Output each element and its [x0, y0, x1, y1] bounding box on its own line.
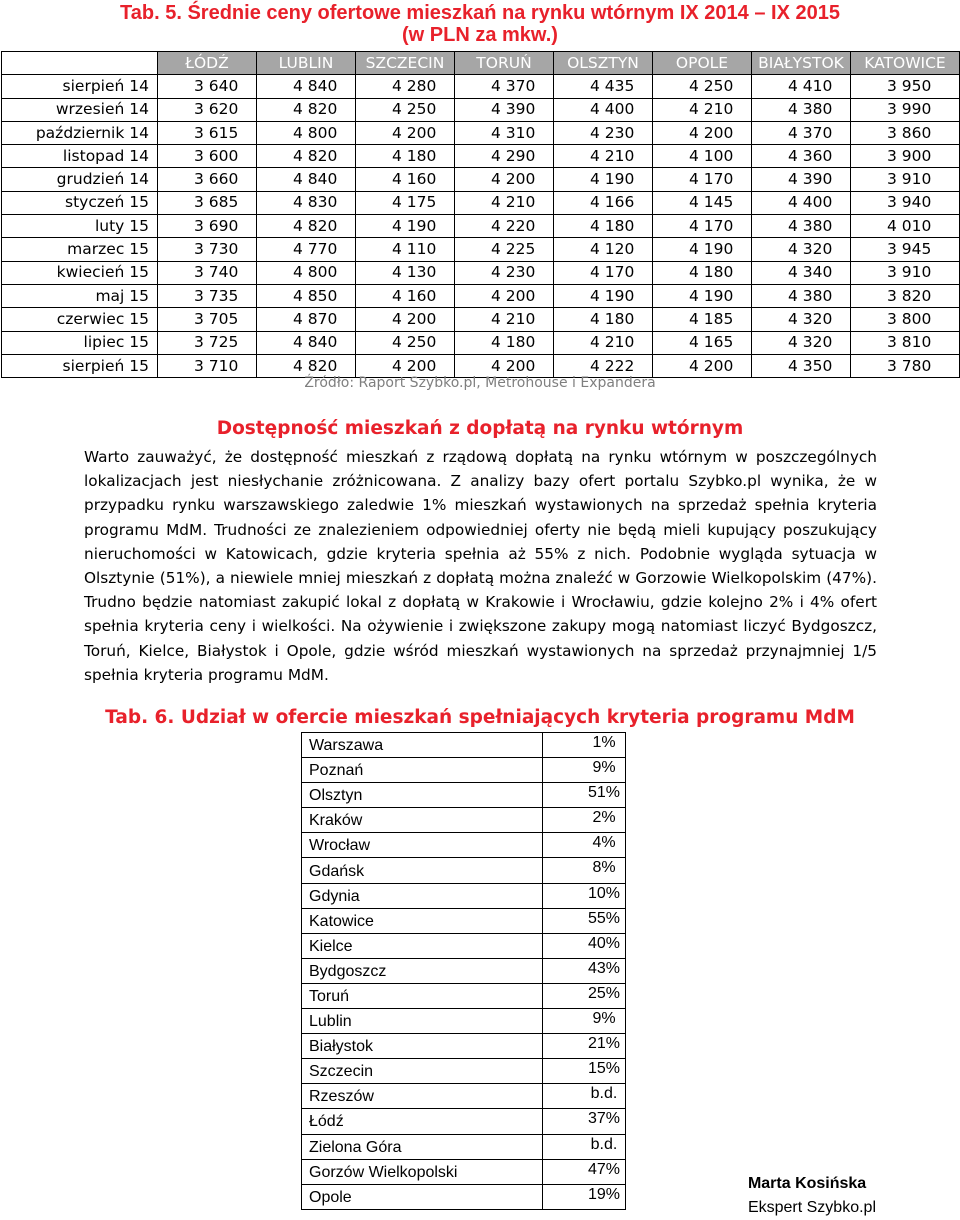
share-table-city-cell: Kielce	[302, 933, 543, 958]
share-table-city-cell: Gorzów Wielkopolski	[302, 1159, 543, 1184]
table-row	[302, 1109, 626, 1134]
price-table-value-cell: 4 130	[356, 261, 455, 284]
price-table-value-cell: 4 390	[455, 98, 554, 121]
price-table-month-cell: sierpień 14	[2, 75, 158, 98]
share-table-city-cell: Toruń	[302, 983, 543, 1008]
table5-title	[0, 2, 960, 46]
price-table-value-cell: 4 390	[752, 168, 851, 191]
price-table-value-cell: 4 180	[653, 261, 752, 284]
share-table-city-cell: Bydgoszcz	[302, 958, 543, 983]
price-table-value-cell: 4 166	[554, 191, 653, 214]
table-row	[302, 1009, 626, 1034]
price-table-value-cell: 4 400	[752, 191, 851, 214]
price-table-value-cell: 4 210	[554, 331, 653, 354]
table-row	[302, 908, 626, 933]
share-table-share-cell: 25%	[543, 983, 626, 1008]
share-table-share-cell: 8%	[543, 858, 626, 883]
share-table-share-cell: 40%	[543, 933, 626, 958]
table-row	[2, 145, 960, 168]
price-table-value-cell: 3 620	[158, 98, 257, 121]
price-table	[1, 51, 960, 378]
share-table-city-cell: Szczecin	[302, 1059, 543, 1084]
price-table-value-cell: 4 175	[356, 191, 455, 214]
price-table-value-cell: 3 940	[851, 191, 960, 214]
price-table-value-cell: 4 210	[653, 98, 752, 121]
price-table-value-cell: 3 615	[158, 121, 257, 144]
share-table-city-cell: Gdańsk	[302, 858, 543, 883]
table-row	[302, 1084, 626, 1109]
table-row	[302, 833, 626, 858]
price-table-value-cell: 4 230	[554, 121, 653, 144]
price-table-value-cell: 4 290	[455, 145, 554, 168]
price-table-value-cell: 3 685	[158, 191, 257, 214]
share-table-city-cell: Opole	[302, 1184, 543, 1209]
section-heading: Dostępność mieszkań z dopłatą na rynku wtórnym	[216, 418, 744, 439]
table5-title-line1: Tab. 5. Średnie ceny ofertowe mieszkań na rynku wtórnym IX 2014 – IX 2015	[120, 2, 840, 24]
price-table-value-cell: 3 640	[158, 75, 257, 98]
price-table-value-cell: 3 735	[158, 284, 257, 307]
price-table-value-cell: 4 210	[455, 308, 554, 331]
price-table-value-cell: 4 280	[356, 75, 455, 98]
price-table-value-cell: 4 180	[356, 145, 455, 168]
price-table-value-cell: 4 220	[455, 215, 554, 238]
table-row	[2, 191, 960, 214]
table5-title-line2: (w PLN za mkw.)	[402, 24, 558, 46]
table-row	[2, 308, 960, 331]
price-table-value-cell: 4 320	[752, 331, 851, 354]
table-row	[302, 733, 626, 758]
price-table-value-cell: 4 200	[356, 121, 455, 144]
price-table-value-cell: 3 820	[851, 284, 960, 307]
price-table-value-cell: 4 350	[752, 354, 851, 377]
price-table-value-cell: 3 810	[851, 331, 960, 354]
price-table-value-cell: 4 435	[554, 75, 653, 98]
price-table-value-cell: 4 225	[455, 238, 554, 261]
price-table-corner-cell	[2, 52, 158, 75]
price-table-value-cell: 4 190	[554, 284, 653, 307]
table-row	[2, 261, 960, 284]
share-table-share-cell: 55%	[543, 908, 626, 933]
price-table-value-cell: 4 850	[257, 284, 356, 307]
price-table-value-cell: 4 190	[554, 168, 653, 191]
price-table-value-cell: 4 800	[257, 121, 356, 144]
price-table-value-cell: 4 820	[257, 354, 356, 377]
price-table-value-cell: 4 200	[455, 354, 554, 377]
share-table-share-cell: 43%	[543, 958, 626, 983]
price-table-value-cell: 4 800	[257, 261, 356, 284]
price-table-value-cell: 4 190	[653, 284, 752, 307]
price-table-value-cell: 4 770	[257, 238, 356, 261]
table-row	[302, 1134, 626, 1159]
price-table-value-cell: 4 380	[752, 215, 851, 238]
price-table-column-header: OLSZTYN	[554, 52, 653, 75]
price-table-value-cell: 4 840	[257, 331, 356, 354]
share-table-city-cell: Białystok	[302, 1034, 543, 1059]
table-row	[2, 168, 960, 191]
price-table-month-cell: styczeń 15	[2, 191, 158, 214]
price-table-month-cell: kwiecień 15	[2, 261, 158, 284]
price-table-value-cell: 3 780	[851, 354, 960, 377]
price-table-value-cell: 4 870	[257, 308, 356, 331]
price-table-body	[2, 75, 960, 378]
price-table-value-cell: 4 380	[752, 284, 851, 307]
price-table-value-cell: 3 945	[851, 238, 960, 261]
share-table-share-cell: 4%	[543, 833, 626, 858]
price-table-value-cell: 3 860	[851, 121, 960, 144]
table-row	[2, 75, 960, 98]
section-paragraph: Warto zauważyć, że dostępność mieszkań z rządową dopłatą na rynku wtórnym w poszczególnych lokalizacjach jest niesłychanie zróżnicowana. Z analizy bazy ofert portalu Szybko.pl wynika, że w przypadku rynku warszawskiego zaledwie 1% mieszkań wystawionych na sprzedaż spełnia kryteria programu MdM. Trudności ze znalezieniem odpowiedniej oferty nie będą mieli kupujący poszukujący nieruchomości w Katowicach, gdzie kryteria spełnia aż 55% z nich. Podobnie wygląda sytuacja w Olsztynie (51%), a niewiele mniej mieszkań z dopłatą można znaleźć w Gorzowie Wielkopolskim (47%). Trudno będzie natomiast zakupić lokal z dopłatą w Krakowie i Wrocławiu, gdzie kolejno 2% i 4% ofert spełnia kryteria ceny i wielkości. Na ożywienie i zwiększone zakupy mogą natomiast liczyć Bydgoszcz, Toruń, Kielce, Białystok i Opole, gdzie wśród mieszkań wystawionych na sprzedaż przynajmniej 1/5 spełnia kryteria programu MdM.	[84, 448, 877, 684]
price-table-value-cell: 4 190	[653, 238, 752, 261]
table5-source: Źródło: Raport Szybko.pl, Metrohouse i Expandera	[304, 375, 656, 391]
price-table-value-cell: 4 010	[851, 215, 960, 238]
price-table-month-cell: listopad 14	[2, 145, 158, 168]
price-table-value-cell: 3 900	[851, 145, 960, 168]
price-table-column-header: OPOLE	[653, 52, 752, 75]
share-table-share-cell: 19%	[543, 1184, 626, 1209]
price-table-value-cell: 4 170	[653, 168, 752, 191]
share-table-share-cell: 9%	[543, 758, 626, 783]
table-row	[2, 98, 960, 121]
price-table-value-cell: 4 200	[356, 354, 455, 377]
price-table-column-header: LUBLIN	[257, 52, 356, 75]
table6-title: Tab. 6. Udział w ofercie mieszkań spełniających kryteria programu MdM	[105, 707, 855, 728]
price-table-month-cell: sierpień 15	[2, 354, 158, 377]
price-table-column-header: KATOWICE	[851, 52, 960, 75]
price-table-value-cell: 4 250	[653, 75, 752, 98]
price-table-value-cell: 4 160	[356, 168, 455, 191]
table-row	[302, 758, 626, 783]
price-table-value-cell: 4 200	[653, 354, 752, 377]
price-table-value-cell: 3 725	[158, 331, 257, 354]
price-table-value-cell: 4 210	[554, 145, 653, 168]
share-table-city-cell: Gdynia	[302, 883, 543, 908]
price-table-value-cell: 3 690	[158, 215, 257, 238]
price-table-month-cell: wrzesień 14	[2, 98, 158, 121]
share-table-city-cell: Katowice	[302, 908, 543, 933]
price-table-column-header: SZCZECIN	[356, 52, 455, 75]
table-row	[302, 958, 626, 983]
table-row	[302, 883, 626, 908]
price-table-month-cell: marzec 15	[2, 238, 158, 261]
price-table-value-cell: 4 160	[356, 284, 455, 307]
price-table-value-cell: 3 710	[158, 354, 257, 377]
price-table-value-cell: 4 250	[356, 331, 455, 354]
price-table-value-cell: 4 180	[554, 308, 653, 331]
share-table-share-cell: 2%	[543, 808, 626, 833]
table-row	[2, 121, 960, 144]
price-table-value-cell: 4 820	[257, 145, 356, 168]
price-table-value-cell: 4 410	[752, 75, 851, 98]
price-table-value-cell: 4 370	[752, 121, 851, 144]
share-table-city-cell: Rzeszów	[302, 1084, 543, 1109]
share-table-city-cell: Warszawa	[302, 733, 543, 758]
price-table-month-cell: lipiec 15	[2, 331, 158, 354]
price-table-value-cell: 3 705	[158, 308, 257, 331]
price-table-value-cell: 4 840	[257, 75, 356, 98]
share-table-share-cell: 15%	[543, 1059, 626, 1084]
author-name: Marta Kosińska	[747, 1175, 867, 1192]
mdm-share-table	[301, 732, 626, 1210]
price-table-value-cell: 4 145	[653, 191, 752, 214]
table-row	[2, 238, 960, 261]
price-table-value-cell: 3 910	[851, 168, 960, 191]
share-table-share-cell: 21%	[543, 1034, 626, 1059]
table-row	[302, 1059, 626, 1084]
price-table-value-cell: 4 200	[455, 284, 554, 307]
price-table-value-cell: 4 210	[455, 191, 554, 214]
share-table-share-cell: 1%	[543, 733, 626, 758]
share-table-city-cell: Łódź	[302, 1109, 543, 1134]
price-table-value-cell: 4 200	[653, 121, 752, 144]
table-row	[2, 284, 960, 307]
share-table-share-cell: 47%	[543, 1159, 626, 1184]
price-table-value-cell: 4 360	[752, 145, 851, 168]
price-table-column-header: TORUŃ	[455, 52, 554, 75]
share-table-share-cell: b.d.	[543, 1084, 626, 1109]
price-table-value-cell: 3 950	[851, 75, 960, 98]
price-table-value-cell: 4 190	[356, 215, 455, 238]
price-table-value-cell: 4 820	[257, 98, 356, 121]
share-table-share-cell: 51%	[543, 783, 626, 808]
price-table-value-cell: 3 600	[158, 145, 257, 168]
price-table-value-cell: 4 185	[653, 308, 752, 331]
price-table-value-cell: 4 170	[653, 215, 752, 238]
share-table-city-cell: Lublin	[302, 1009, 543, 1034]
price-table-column-header: BIAŁYSTOK	[752, 52, 851, 75]
price-table-value-cell: 4 200	[356, 308, 455, 331]
price-table-month-cell: czerwiec 15	[2, 308, 158, 331]
price-table-value-cell: 4 340	[752, 261, 851, 284]
price-table-value-cell: 4 200	[455, 168, 554, 191]
author-role: Ekspert Szybko.pl	[747, 1199, 876, 1216]
price-table-value-cell: 3 910	[851, 261, 960, 284]
table-row	[2, 215, 960, 238]
price-table-value-cell: 4 180	[455, 331, 554, 354]
share-table-share-cell: 9%	[543, 1009, 626, 1034]
table-row	[302, 983, 626, 1008]
price-table-header-row	[2, 52, 960, 75]
share-table-share-cell: 37%	[543, 1109, 626, 1134]
price-table-value-cell: 4 380	[752, 98, 851, 121]
price-table-value-cell: 4 320	[752, 308, 851, 331]
price-table-value-cell: 4 320	[752, 238, 851, 261]
share-table-city-cell: Wrocław	[302, 833, 543, 858]
mdm-share-table-body	[302, 733, 626, 1210]
share-table-city-cell: Kraków	[302, 808, 543, 833]
table-row	[302, 808, 626, 833]
price-table-value-cell: 3 660	[158, 168, 257, 191]
price-table-value-cell: 4 400	[554, 98, 653, 121]
price-table-value-cell: 4 820	[257, 215, 356, 238]
price-table-value-cell: 3 800	[851, 308, 960, 331]
table-row	[2, 331, 960, 354]
price-table-value-cell: 4 170	[554, 261, 653, 284]
table-row	[302, 1184, 626, 1209]
price-table-column-header: ŁÓDŹ	[158, 52, 257, 75]
price-table-value-cell: 4 310	[455, 121, 554, 144]
share-table-city-cell: Zielona Góra	[302, 1134, 543, 1159]
author-signature	[748, 1172, 876, 1220]
price-table-value-cell: 4 120	[554, 238, 653, 261]
share-table-share-cell: 10%	[543, 883, 626, 908]
price-table-value-cell: 4 230	[455, 261, 554, 284]
price-table-month-cell: grudzień 14	[2, 168, 158, 191]
share-table-share-cell: b.d.	[543, 1134, 626, 1159]
price-table-value-cell: 3 990	[851, 98, 960, 121]
price-table-value-cell: 3 730	[158, 238, 257, 261]
price-table-value-cell: 4 250	[356, 98, 455, 121]
share-table-city-cell: Poznań	[302, 758, 543, 783]
price-table-value-cell: 4 100	[653, 145, 752, 168]
price-table-month-cell: luty 15	[2, 215, 158, 238]
price-table-value-cell: 4 222	[554, 354, 653, 377]
share-table-city-cell: Olsztyn	[302, 783, 543, 808]
price-table-value-cell: 4 840	[257, 168, 356, 191]
table-row	[302, 1159, 626, 1184]
table-row	[302, 1034, 626, 1059]
price-table-month-cell: październik 14	[2, 121, 158, 144]
price-table-value-cell: 4 370	[455, 75, 554, 98]
price-table-value-cell: 3 740	[158, 261, 257, 284]
price-table-value-cell: 4 110	[356, 238, 455, 261]
price-table-value-cell: 4 180	[554, 215, 653, 238]
table-row	[302, 858, 626, 883]
table-row	[302, 933, 626, 958]
price-table-value-cell: 4 165	[653, 331, 752, 354]
price-table-month-cell: maj 15	[2, 284, 158, 307]
table-row	[302, 783, 626, 808]
price-table-value-cell: 4 830	[257, 191, 356, 214]
